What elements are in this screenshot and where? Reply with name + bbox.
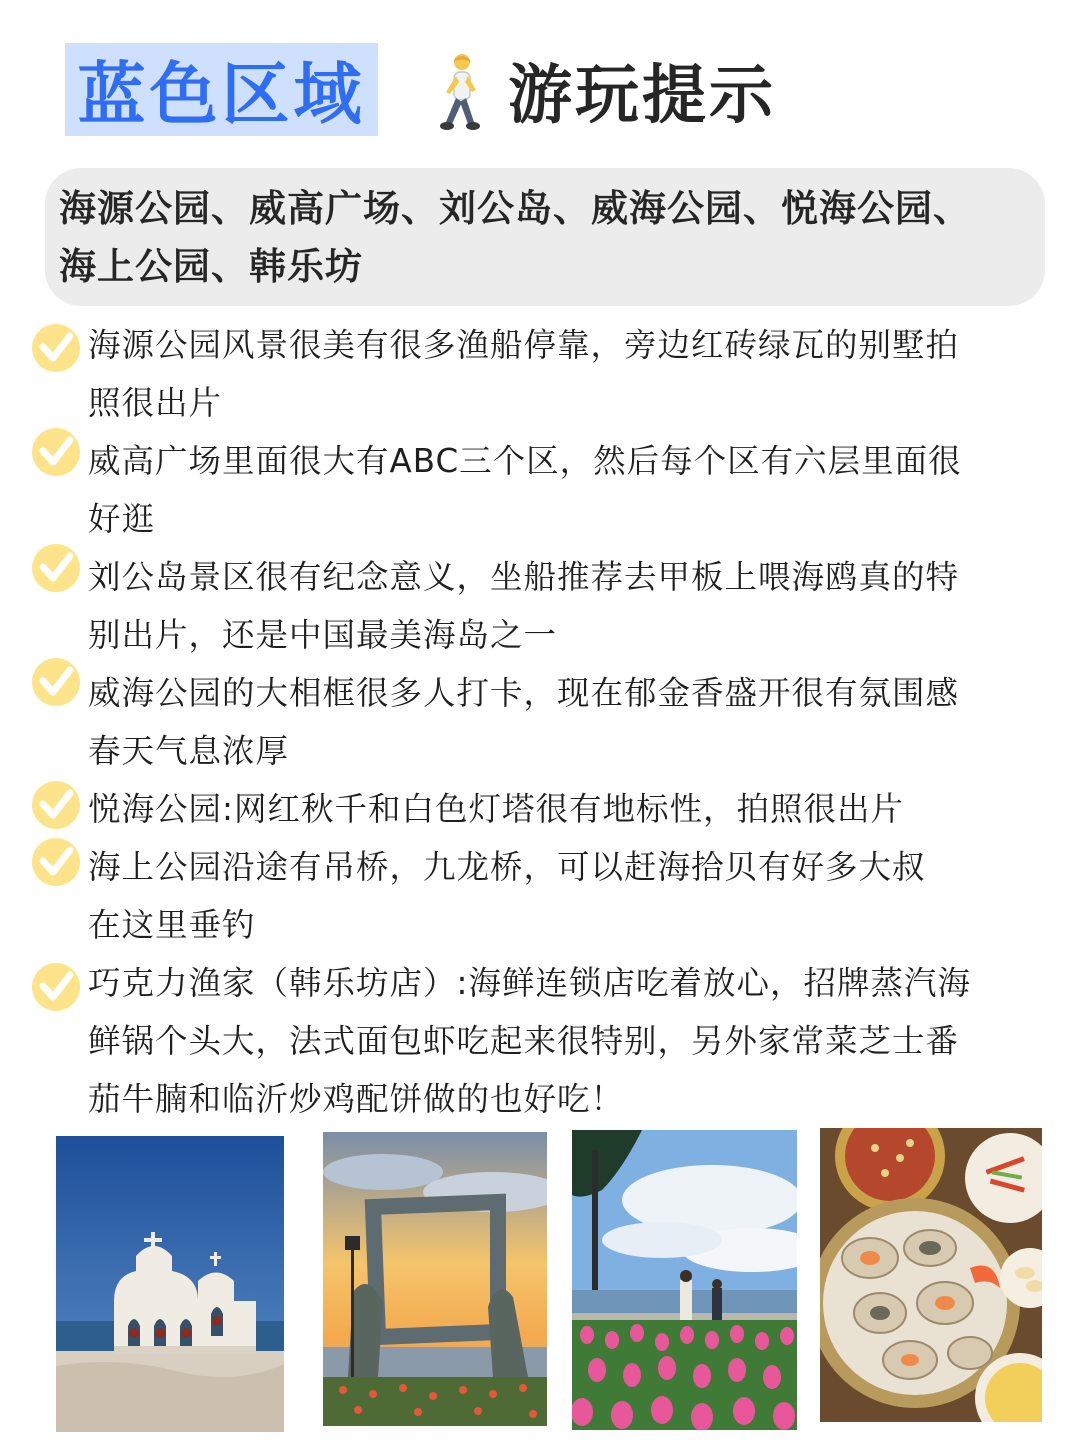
tip-text	[88, 548, 1043, 664]
checkmark-icon	[30, 656, 82, 708]
places-box	[45, 168, 1045, 306]
tip-text	[88, 954, 1043, 1128]
tip-line: 海上公园沿途有吊桥，九龙桥，可以赶海拾贝有好多大叔	[88, 848, 926, 886]
region-tag: 蓝色区域	[65, 43, 378, 136]
tip-text	[88, 316, 1043, 432]
checkmark-icon	[30, 426, 82, 478]
tip-line: 鲜锅个头大，法式面包虾吃起来很特别，另外家常菜芝士番	[88, 1022, 960, 1060]
tip-line: 好逛	[88, 500, 156, 538]
tip-text	[88, 780, 1043, 838]
giant-picture-frame-sculpture-photo	[323, 1132, 547, 1426]
tip-line: 威高广场里面很大有ABC三个区，然后每个区有六层里面很	[88, 442, 962, 480]
seafood-dishes-photo	[820, 1128, 1042, 1422]
tip-line: 别出片，还是中国最美海岛之一	[88, 616, 558, 654]
checkmark-icon	[30, 961, 82, 1013]
checkmark-icon	[30, 322, 82, 374]
header	[0, 0, 1080, 150]
tip-line: 悦海公园:网红秋千和白色灯塔很有地标性，拍照很出片	[88, 790, 904, 828]
tip-text	[88, 432, 1043, 548]
tip-line: 在这里垂钓	[88, 906, 256, 944]
places-line-1: 海源公园、威高广场、刘公岛、威海公园、悦海公园、	[59, 187, 971, 230]
tulip-field-seaside-photo	[572, 1130, 797, 1430]
tip-text	[88, 664, 1043, 780]
page-title: 游玩提示	[508, 58, 776, 133]
tip-line: 海源公园风景很美有很多渔船停靠，旁边红砖绿瓦的别墅拍	[88, 326, 960, 364]
tip-line: 照很出片	[88, 384, 223, 422]
tip-line: 威海公园的大相框很多人打卡，现在郁金香盛开很有氛围感	[88, 674, 960, 712]
tip-line: 刘公岛景区很有纪念意义，坐船推荐去甲板上喂海鸥真的特	[88, 558, 960, 596]
places-line-2: 海上公园、韩乐坊	[59, 245, 363, 288]
white-chapel-bell-tower-photo	[56, 1136, 284, 1432]
tip-text	[88, 838, 1043, 954]
person-walking-icon	[432, 52, 488, 134]
photo-strip	[0, 1128, 1080, 1440]
tip-line: 茄牛腩和临沂炒鸡配饼做的也好吃！	[88, 1080, 625, 1118]
checkmark-icon	[30, 542, 82, 594]
checkmark-icon	[30, 836, 82, 888]
checkmark-icon	[30, 779, 82, 831]
tip-line: 春天气息浓厚	[88, 732, 290, 770]
tip-line: 巧克力渔家（韩乐坊店）:海鲜连锁店吃着放心，招牌蒸汽海	[88, 964, 971, 1002]
